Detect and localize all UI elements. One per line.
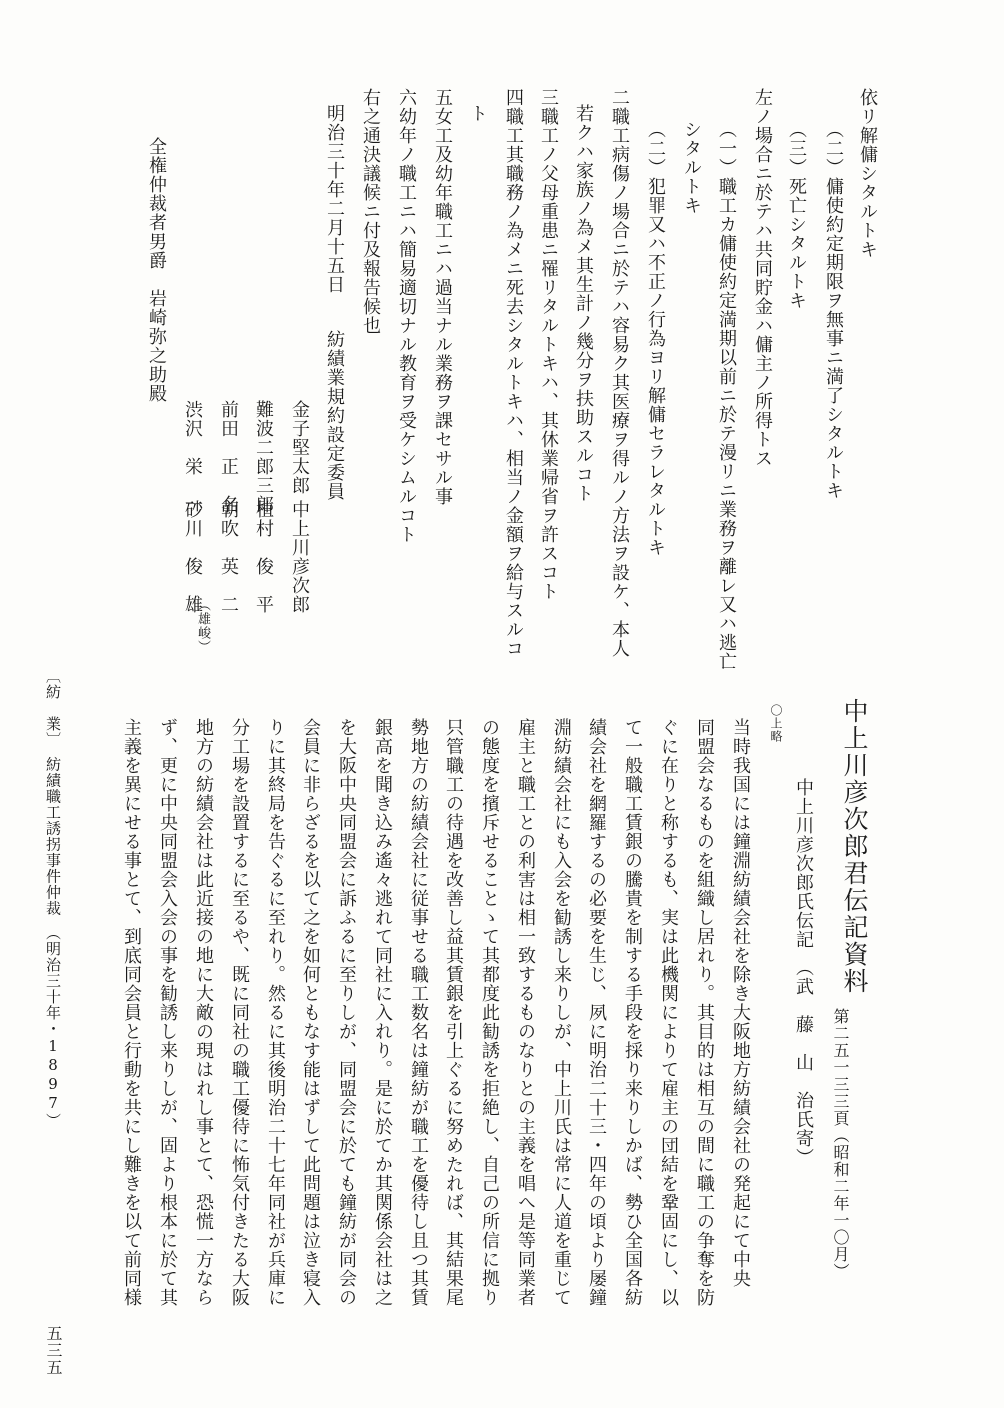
body-text-column: 同盟会なるものを組織し居れり。其目的は相互の間に職工の争奪を防 [694,718,715,1307]
page-number: 五三五 [44,1325,63,1376]
top-text-column: ト [467,104,488,123]
body-text-column: ず、更に中央同盟会入会の事を勧誘し来りしが、固より根本に於て其 [157,718,178,1307]
top-text-column: 依リ解傭シタルトキ [857,88,878,259]
top-text-column: 二職工病傷ノ場合ニ於テハ容易ク其医療ヲ得ルノ方法ヲ設ケ、本人 [609,88,630,658]
name-annotation: （雄峻） [195,598,210,654]
body-text-column: て一般職工賃銀の騰貴を制する手段を採り来りしかば、勢ひ全国各紡 [622,718,643,1307]
top-text-column: 全権仲裁者男爵 岩崎弥之助殿 [146,137,167,403]
running-header: 〔紡 業〕 紡績職工誘拐事件仲裁 （明治三十年・1897） [44,668,62,1129]
top-text-column: 朝吹 英 二 [218,500,239,614]
author-note: （武 藤 山 治氏寄） [793,958,814,1167]
body-text-column: 淵紡績会社にも入会を勧誘し来りしが、中上川氏は常に人道を重じて [551,718,572,1307]
body-text-column: の態度を擯斥せることゝて其都度此勧誘を拒絶し、自己の所信に拠り [479,718,500,1307]
top-text-column: 左ノ場合ニ於テハ共同貯金ハ傭主ノ所得トス [752,88,773,468]
body-text-column: 勢地方の紡績会社に従事せる職工数名は鐘紡が職工を優待し且つ其賃 [408,718,429,1307]
body-text-column: 分工場を設置するに至るや、既に同社の職工優待に怖気付きたる大阪 [229,718,250,1307]
page-reference: 第二五一三三頁（昭和二年一〇月） [831,1008,850,1280]
top-text-column: （二）犯罪又ハ不正ノ行為ヨリ解傭セラレタルトキ [645,120,666,557]
top-text-column: 中上川彦次郎 [289,500,310,614]
top-text-column: 五女工及幼年職工ニハ過当ナル業務ヲ課セサル事 [432,88,453,506]
top-text-column: 金子堅太郎 [289,400,310,495]
top-text-column: （三）死亡シタルトキ [786,120,807,310]
top-text-column: 右之通決議候ニ付及報告候也 [360,88,381,335]
top-text-column: 前田 正 名 [218,400,239,514]
top-text-column: 難波二郎三郎 [253,400,274,514]
body-text-column: 雇主と職工との利害は相一致するものなりとの主義を唱へ是等同業者 [515,718,536,1307]
body-text-column: 地方の紡績会社は此近接の地に大敵の現はれし事とて、恐慌一方なら [193,718,214,1307]
body-text-column: 銀高を聞き込み遙々逃れて同社に入れり。是に於てか其関係会社は之 [372,718,393,1307]
top-text-column: 紡績業規約設定委員 [324,330,345,501]
top-text-column: （二）傭使約定期限ヲ無事ニ満了シタルトキ [823,120,844,500]
top-text-column: 三職工ノ父母重患ニ罹リタルトキハ、其休業帰省ヲ許スコト [538,88,559,601]
top-text-column: 渋沢 栄 一 [182,400,203,514]
top-text-column: 植村 俊 平 [253,500,274,614]
body-text-column: を大阪中央同盟会に訴ふるに至りしが、同盟会に於ても鐘紡が同会の [336,718,357,1307]
top-text-column: 若クハ家族ノ為メ其生計ノ幾分ヲ扶助スルコト [573,104,594,503]
body-text-column: 主義を異にせる事とて、到底同会員と行動を共にし難きを以て前同様 [121,718,142,1307]
top-text-column: 四職工其職務ノ為メニ死去シタルトキハ、相当ノ金額ヲ給与スルコ [503,88,524,658]
top-text-column: （一）職工カ傭使約定満期以前ニ於テ漫リニ業務ヲ離レ又ハ逃亡 [716,120,737,671]
body-text-column: りに其終局を告ぐるに至れり。然るに其後明治二十七年同社が兵庫に [265,718,286,1307]
top-text-column: 六幼年ノ職工ニハ簡易適切ナル教育ヲ受ケシムルコト [396,88,417,544]
top-text-column: 明治三十年二月十五日 [324,104,345,294]
body-text-column: 績会社を網羅するの必要を生じ、夙に明治二十三・四年の頃より屡鐘 [586,718,607,1307]
omission-mark: 〇上略 [769,704,783,743]
source-title: 中上川彦次郎氏伝記 [793,778,814,949]
top-text-column: シタルトキ [681,120,702,215]
body-text-column: 会員に非らざるを以て之を如何ともなす能はずして此問題は泣き寝入 [300,718,321,1307]
body-text-column: ぐに在りと称するも、実は此機関によりて雇主の団結を鞏固にし、以 [658,718,679,1307]
body-text-column: 当時我国には鐘淵紡績会社を除き大阪地方紡績会社の発起にて中央 [730,718,751,1288]
top-text-column: 砂川 俊 雄 [182,500,203,614]
body-text-column: 只管職工の待遇を改善し益其賃銀を引上ぐるに努めたれば、其結果尾 [443,718,464,1307]
document-title: 中上川彦次郎君伝記資料 [840,698,869,995]
